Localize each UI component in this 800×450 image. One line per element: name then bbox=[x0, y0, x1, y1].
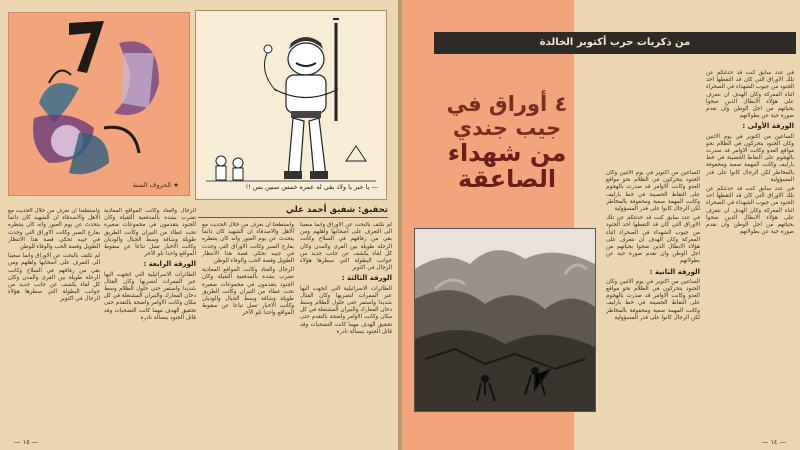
paragraph: واستطعنا ان نعرف من خلال الحديث مع الاهل والاصدقاء ان الشهيد كان دائما يتحدث عن يوم العبور وانه كان ينتظره بفارغ الصبر وكانت الاوراق التي وجدت في جيبه تحكي قصة هذا الانتظار الطويل وقصة الحب والوفاء للوطن bbox=[202, 222, 294, 265]
section-heading: الورقة الثالثة : bbox=[341, 274, 392, 283]
battle-sketch-image bbox=[415, 229, 595, 411]
paragraph: الرجال والعتاد وكانت المواقع المعادية تضرب بشدة بالمدفعية الثقيلة وكان الجنود يتقدمون في مجموعات صغيرة تحت غطاء من النيران وكانت الطريق طويلة وشاقة وسط الجبال والوديان وكانت الاخبار تصل تباعا عن سقوط المواقع واحدا تلو الآخر bbox=[202, 267, 294, 317]
series-banner: من ذكريات حرب أكتوبر الخالدة bbox=[434, 32, 796, 54]
page-number: — ١٥ — bbox=[14, 438, 39, 446]
paragraph: الساعين من اكتوبر في يوم الاثنين وكان الجنود يتحركون في الظلام نحو مواقع العدو وكانت الاوامر قد صدرت بالهجوم على النقاط الحصينة في خط بارليف وكانت المهمة صعبة ومحفوفة بالمخاطر لكن الرجال كانوا على قدر المسؤولية bbox=[606, 278, 700, 321]
right-page bbox=[402, 0, 800, 450]
left-text-column-4 bbox=[8, 208, 100, 430]
paragraph: الطائرات الاسرائيلية التي اتجهت اليها عبر الممرات لتضربها وكان القتال شديدا واستمر حتى حلول الظلام وسط دخان المعارك والنيران المشتعلة في كل مكان وكانت الاوامر واضحة بالتقدم حتى تحقيق الهدف مهما كانت التضحيات وقد قاتل الجنود ببسالة نادرة bbox=[300, 285, 392, 335]
cartoon-caption: — يا خبر يا ولاد بقى له عمره خمس سنين بس !! bbox=[245, 183, 378, 191]
paragraph: لم نكتف بالبحث عن الاوراق وانما سعينا الى التعرف على اصحابها واهلهم ومن بقي من رفاقهم في السلاح وكانت الرحلة طويلة بين القرى والمدن وكان كل لقاء يكشف عن جانب جديد من جوانب البطولة التي سطرها هؤلاء الرجال في اكتوبر bbox=[300, 222, 392, 272]
left-text-column-1 bbox=[300, 222, 392, 430]
section-heading: الورقة الثانية : bbox=[649, 267, 700, 276]
left-page bbox=[0, 0, 398, 450]
article-byline: تحقيق: شفيق أحمد علي bbox=[198, 205, 388, 218]
paragraph: الطائرات الاسرائيلية التي اتجهت اليها عبر الممرات لتضربها وكان القتال شديدا واستمر حتى حلول الظلام وسط دخان المعارك والنيران المشتعلة في كل مكان وكانت الاوامر واضحة بالتقدم حتى تحقيق الهدف مهما كانت التضحيات وقد قاتل الجنود ببسالة نادرة bbox=[104, 271, 196, 321]
left-text-column-3 bbox=[104, 208, 196, 430]
paragraph: واستطعنا ان نعرف من خلال الحديث مع الاهل والاصدقاء ان الشهيد كان دائما يتحدث عن يوم العبور وانه كان ينتظره بفارغ الصبر وكانت الاوراق التي وجدت في جيبه تحكي قصة هذا الانتظار الطويل وقصة الحب والوفاء للوطن bbox=[8, 208, 100, 251]
paragraph: الرجال والعتاد وكانت المواقع المعادية تضرب بشدة بالمدفعية الثقيلة وكان الجنود يتقدمون في مجموعات صغيرة تحت غطاء من النيران وكانت الطريق طويلة وشاقة وسط الجبال والوديان وكانت الاخبار تصل تباعا عن سقوط المواقع واحدا تلو الآخر bbox=[104, 208, 196, 258]
calligraphy-artwork bbox=[8, 12, 190, 196]
paragraph: في عدد سابق كنت قد حدثتكم عن تلك الاوراق التي كان قد التقطها احد الجنود من جيوب الشهداء في الصحراء اثناء المعركة وكان الهدف ان نتعرف على هؤلاء الابطال الذين ضحوا بحياتهم من اجل الوطن وان نقدم صورة حية عن بطولاتهم bbox=[706, 186, 794, 236]
section-heading: الورقة الرابعة : bbox=[143, 260, 196, 269]
paragraph: الساعين من اكتوبر في يوم الاثنين وكان الجنود يتحركون في الظلام نحو مواقع العدو وكانت الاوامر قد صدرت بالهجوم على النقاط الحصينة في خط بارليف وكانت المهمة صعبة ومحفوفة بالمخاطر لكن الرجال كانوا على قدر المسؤولية bbox=[606, 170, 700, 213]
paragraph: في عدد سابق كنت قد حدثتكم عن تلك الاوراق التي كان قد التقطها احد الجنود من جيوب الشهداء في الصحراء اثناء المعركة وكان الهدف ان نتعرف على هؤلاء الابطال الذين ضحوا بحياتهم من اجل الوطن وان نقدم صورة حية عن بطولاتهم bbox=[706, 70, 794, 120]
section-heading: الورقة الأولى : bbox=[742, 122, 794, 131]
paragraph: لم نكتف بالبحث عن الاوراق وانما سعينا الى التعرف على اصحابها واهلهم ومن بقي من رفاقهم في السلاح وكانت الرحلة طويلة بين القرى والمدن وكان كل لقاء يكشف عن جانب جديد من جوانب البطولة التي سطرها هؤلاء الرجال في اكتوبر bbox=[8, 253, 100, 303]
right-text-column-2 bbox=[606, 170, 700, 430]
battle-illustration bbox=[414, 228, 596, 412]
soldier-cartoon bbox=[196, 11, 386, 199]
artwork-caption: ★ الحروف الستة bbox=[132, 181, 179, 189]
paragraph: الساعين من اكتوبر في يوم الاثنين وكان الجنود يتحركون في الظلام نحو مواقع العدو وكانت الاوامر قد صدرت بالهجوم على النقاط الحصينة في خط بارليف وكانت المهمة صعبة ومحفوفة بالمخاطر لكن الرجال كانوا على قدر المسؤولية bbox=[706, 133, 794, 183]
title-line-1: ٤ أوراق في جيب جندي bbox=[446, 92, 568, 140]
article-title bbox=[432, 92, 582, 192]
cartoon-panel bbox=[195, 10, 387, 200]
page-number: — ١٤ — bbox=[761, 438, 786, 446]
title-line-2: من شهداء الصاعقة bbox=[447, 139, 567, 193]
calligraphy-art-image bbox=[9, 13, 189, 195]
right-text-column-1 bbox=[706, 70, 794, 430]
paragraph: في عدد سابق كنت قد حدثتكم عن تلك الاوراق التي كان قد التقطها احد الجنود من جيوب الشهداء في الصحراء اثناء المعركة وكان الهدف ان نتعرف على هؤلاء الابطال الذين ضحوا بحياتهم من اجل الوطن وان نقدم صورة حية عن بطولاتهم bbox=[606, 215, 700, 265]
left-text-column-2 bbox=[202, 222, 294, 430]
